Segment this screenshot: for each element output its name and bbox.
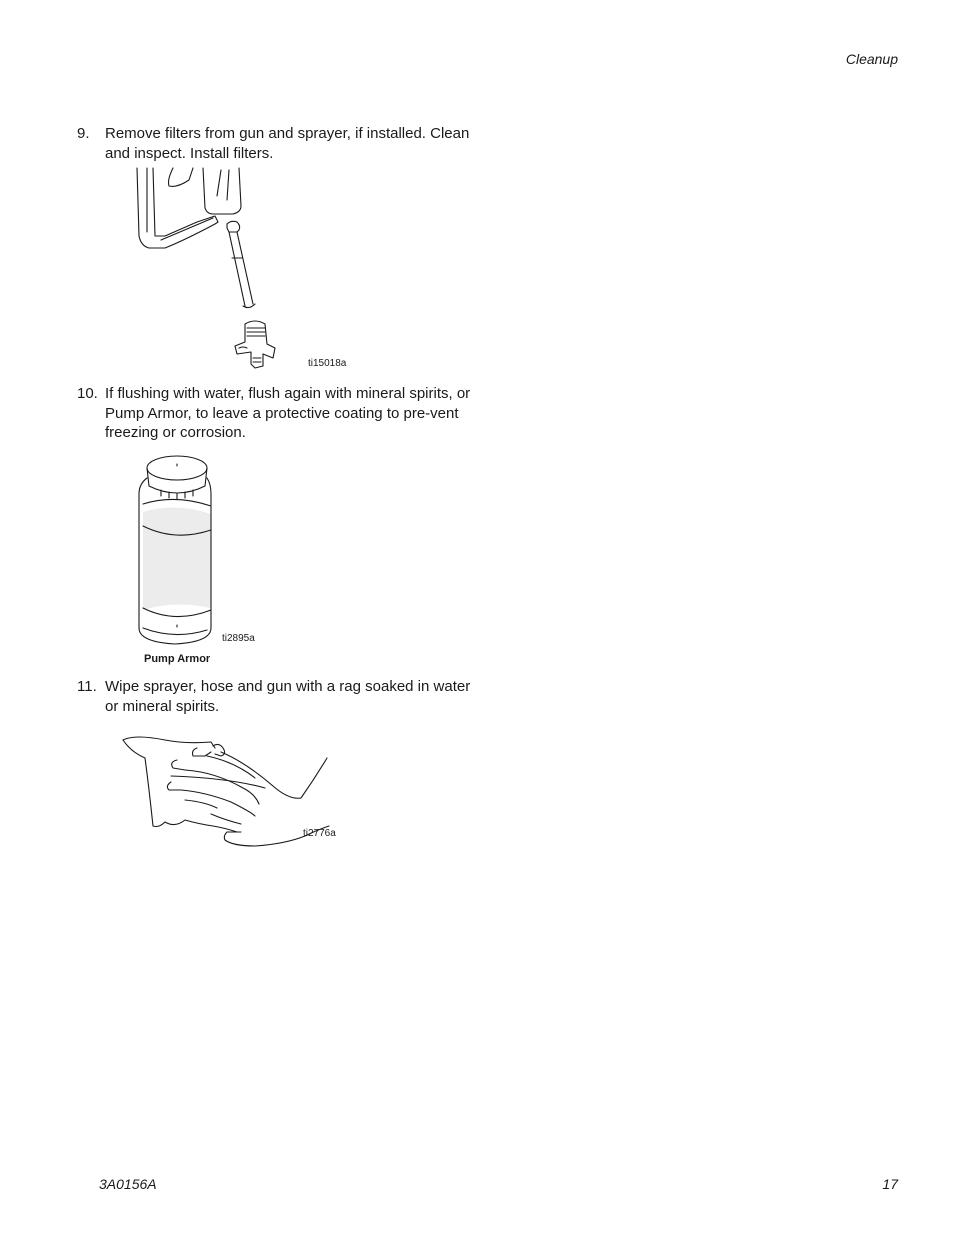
figure-code: ti2895a [222, 633, 255, 644]
step-text: Remove filters from gun and sprayer, if installed. Clean and inspect. Install filters. [105, 125, 470, 162]
figure-code: ti15018a [308, 358, 347, 369]
section-header: Cleanup [845, 51, 898, 67]
document-number: 3A0156A [99, 1176, 157, 1192]
step-11 [77, 677, 477, 716]
page-number: 17 [882, 1176, 898, 1192]
figure-code: ti2776a [303, 828, 336, 839]
step-number: 10. [77, 385, 98, 402]
step-10 [77, 384, 477, 443]
figure-label: Pump Armor [144, 653, 211, 665]
step-number: 9. [77, 125, 90, 142]
step-text: Wipe sprayer, hose and gun with a rag soaked in water or mineral spirits. [105, 678, 471, 715]
gun-filter-figure [125, 166, 365, 376]
step-9 [77, 124, 477, 163]
wipe-figure [115, 728, 350, 853]
step-text: If flushing with water, flush again with mineral spirits, or Pump Armor, to leave a protective coating to pre-vent freezing or corrosion. [105, 385, 471, 441]
pump-armor-bottle-illustration-icon [135, 450, 225, 650]
step-number: 11. [77, 678, 97, 695]
hand-wiping-rag-illustration-icon [115, 728, 335, 853]
pump-armor-figure [135, 450, 275, 670]
gun-filter-illustration-icon [125, 166, 365, 376]
